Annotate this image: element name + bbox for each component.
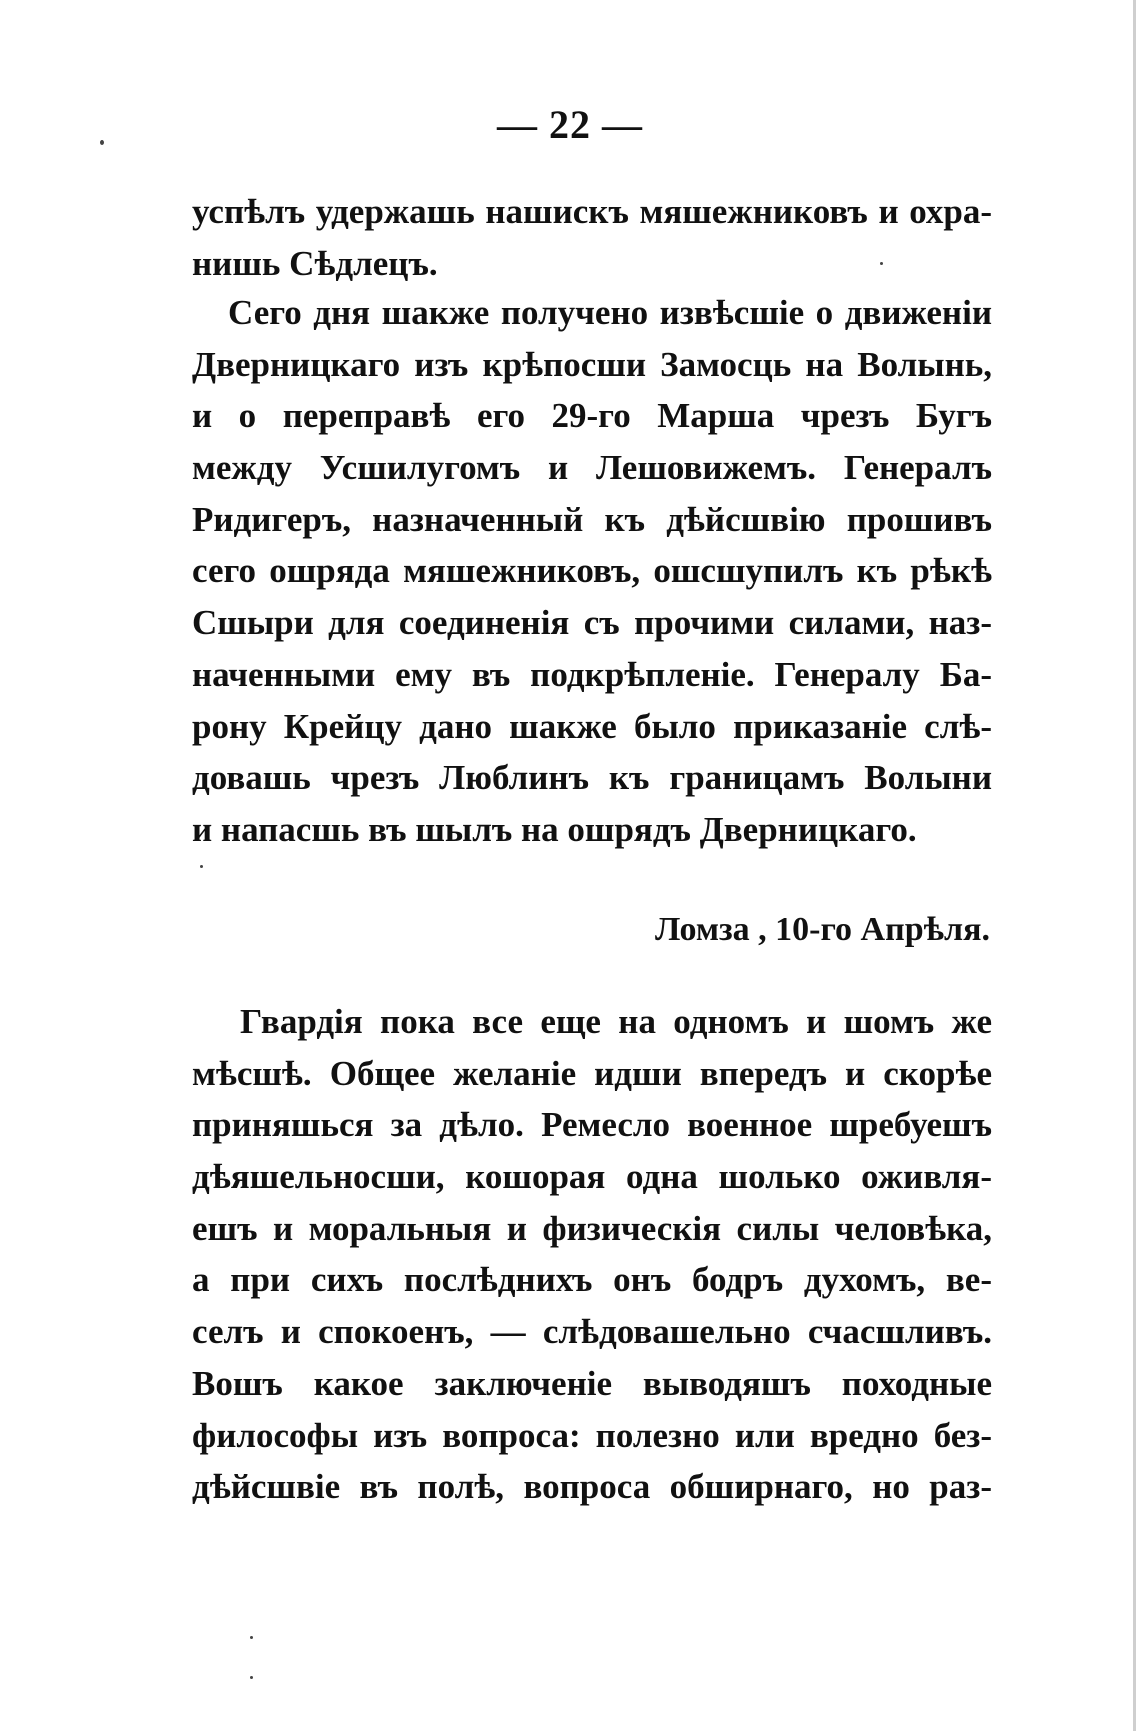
text-line: Дверницкаго изъ крѣпосши Замосць на Волынь, [192,344,992,384]
scan-speck [200,865,203,868]
text-line: рону Крейцу дано шакже было приказаніе слѣ- [192,706,992,746]
text-line: довашь чрезъ Люблинъ къ границамъ Волыни [192,758,992,798]
text-line: Вошъ какое заключеніе выводяшъ походные [192,1363,992,1403]
text-line: Сего дня шакже получено извѣсшіе о движеніи [228,293,992,332]
text-line: дѣяшельносши, кошорая одна шолько оживля- [192,1157,992,1197]
text-line: дѣйсшвіе въ полѣ, вопроса обширнаго, но раз- [192,1467,992,1507]
text-line: Сшыри для соединенія съ прочими силами, наз- [192,603,992,643]
text-line: и напасшь въ шылъ на ошрядъ Дверницкаго. [192,809,917,849]
text-line: философы изъ вопроса: полезно или вредно без- [192,1415,992,1455]
paragraph-1 [192,186,992,289]
text-line: а при сихъ послѣднихъ онъ бодръ духомъ, ве- [192,1260,992,1300]
text-line: успѣлъ удержашь нашискъ мяшежниковъ и охра- [192,192,992,231]
dateline: Ломза , 10-го Апрѣля. [654,911,990,948]
text-line: и о переправѣ его 29-го Марша чрезъ Бугъ [192,396,992,436]
page-number: — 22 — [497,102,643,147]
text-line: приняшься за дѣло. Ремесло военное шребуешъ [192,1105,992,1145]
paragraph-3 [192,996,992,1513]
text-line: ешъ и моральныя и физическія силы человѣка, [192,1208,992,1248]
text-line: между Усшилугомъ и Лешовижемъ. Генералъ [192,448,992,488]
paragraph-2 [192,287,992,856]
text-line: сего ошряда мяшежниковъ, ошсшупилъ къ рѣкѣ [192,551,992,591]
text-line: Гвардія пока все еще на одномъ и шомъ же [240,1002,992,1041]
scan-speck [250,1636,253,1639]
text-line: наченными ему въ подкрѣпленіе. Генералу Ба- [192,654,992,694]
text-line: мѣсшѣ. Общее желаніе идши впередъ и скорѣе [192,1053,992,1093]
scan-speck [250,1676,253,1679]
text-line: нишь Сѣдлецъ. [192,243,438,283]
text-line: Ридигеръ, назначенный къ дѣйсшвію прошивъ [192,499,992,539]
page-edge-shadow [1133,0,1136,1731]
text-line: селъ и спокоенъ, — слѣдовашельно счасшливъ. [192,1312,992,1352]
